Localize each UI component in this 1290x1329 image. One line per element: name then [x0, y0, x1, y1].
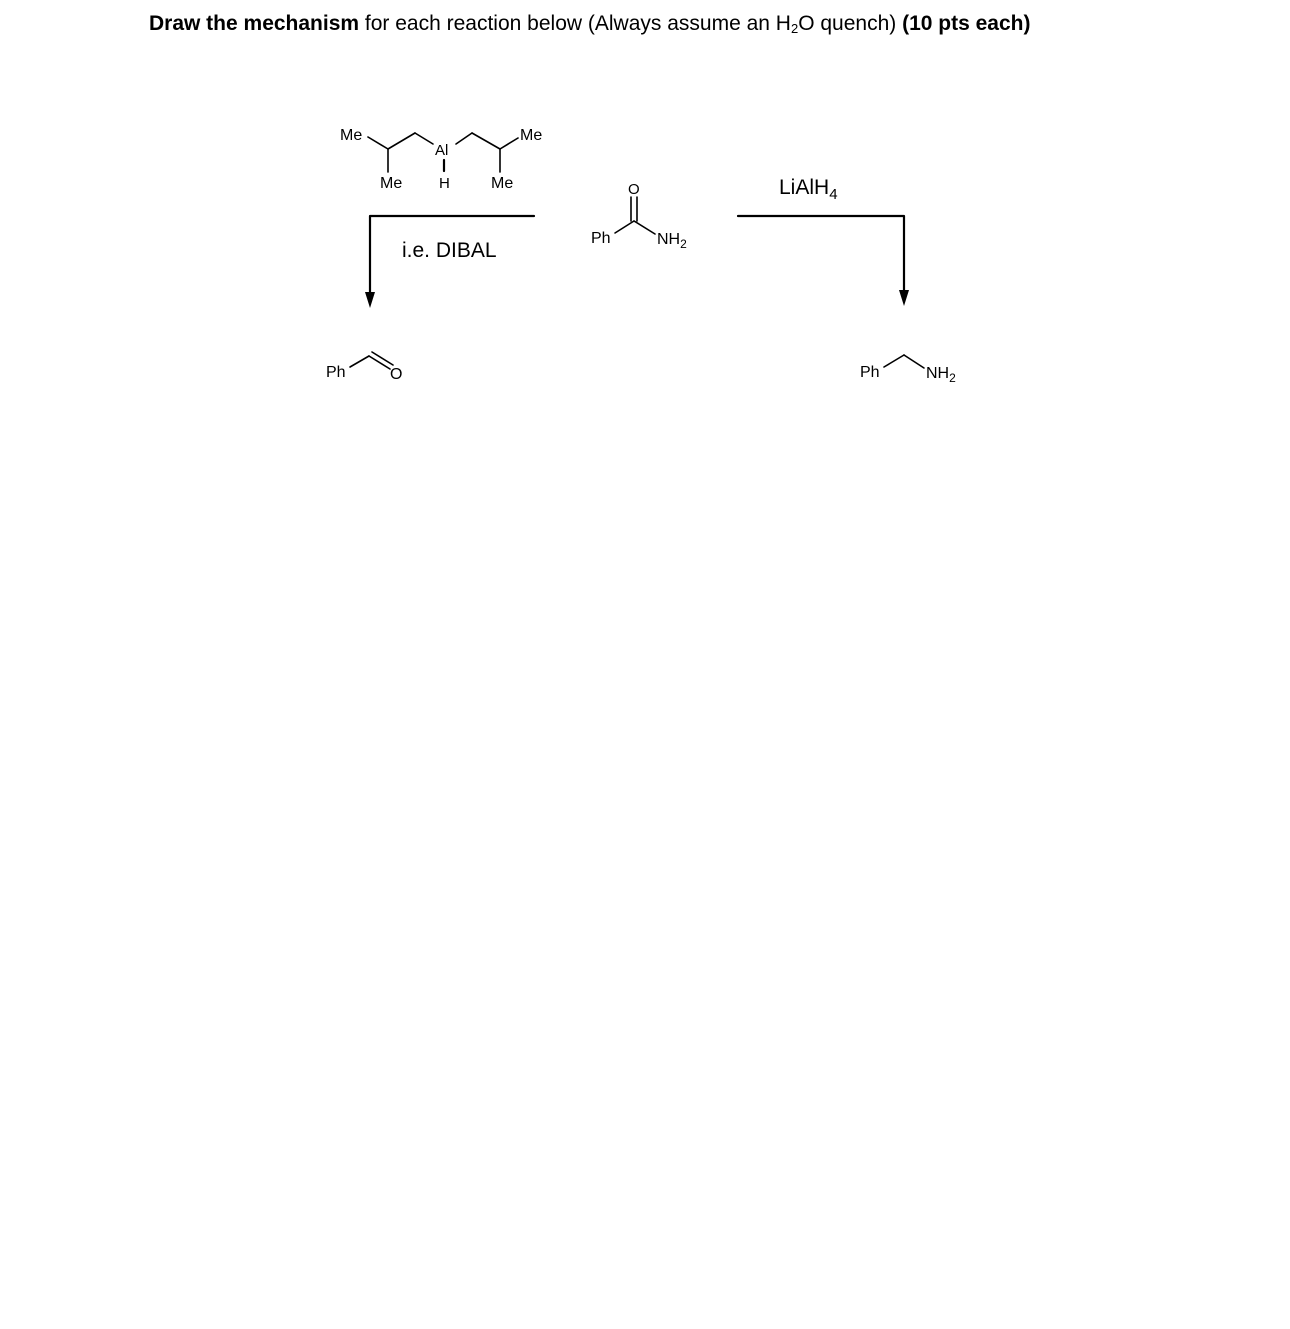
instruction-text-a: for each reaction below (Always assume an H [359, 12, 791, 35]
carbonyl-oxygen-label: O [628, 181, 640, 198]
dibal-bond [500, 138, 518, 149]
dibal-bond [456, 133, 472, 144]
amine-structure [884, 355, 924, 368]
me-bottom-right-label: Me [491, 175, 514, 192]
aldehyde-bond [372, 352, 393, 365]
reactant-phenyl-label: Ph [591, 230, 611, 247]
lialh4-arrowhead [899, 290, 909, 306]
instruction-bold-end: (10 pts each) [902, 12, 1031, 35]
dibal-bond [415, 133, 433, 144]
reactant-amine-label: $NH_2$ [657, 231, 687, 251]
aldehyde-structure [350, 352, 393, 369]
amine-phenyl-label: Ph [860, 364, 880, 381]
dibal-bond [472, 133, 500, 149]
amide-bond [634, 221, 655, 234]
aluminum-label: Al [435, 142, 449, 159]
aldehyde-oxygen-label: O [390, 366, 403, 383]
amine-bond [904, 355, 924, 368]
amide-structure [615, 197, 655, 234]
aldehyde-bond [350, 356, 369, 367]
aldehyde-bond [369, 356, 390, 369]
instruction-text-b: O quench) [798, 12, 903, 35]
amide-bond [615, 221, 634, 233]
dibal-bond [388, 133, 415, 149]
amine-nh2-label: $NH_2$ [926, 365, 956, 385]
lialh4-label: LiAlH$_4$ [779, 176, 838, 203]
instruction-bold-start: Draw the mechanism [149, 12, 360, 35]
aldehyde-phenyl-label: Ph [326, 364, 346, 381]
me-top-left-label: Me [340, 127, 363, 144]
dibal-bond [368, 137, 388, 149]
me-top-right-label: Me [520, 127, 543, 144]
me-bottom-left-label: Me [380, 175, 403, 192]
instruction-subscript: 2 [790, 21, 799, 36]
amine-bond [884, 355, 904, 367]
dibal-name-label: i.e. DIBAL [402, 239, 497, 262]
lialh4-arrow [738, 216, 904, 292]
dibal-arrowhead [365, 292, 375, 308]
hydride-label: H [439, 175, 450, 192]
